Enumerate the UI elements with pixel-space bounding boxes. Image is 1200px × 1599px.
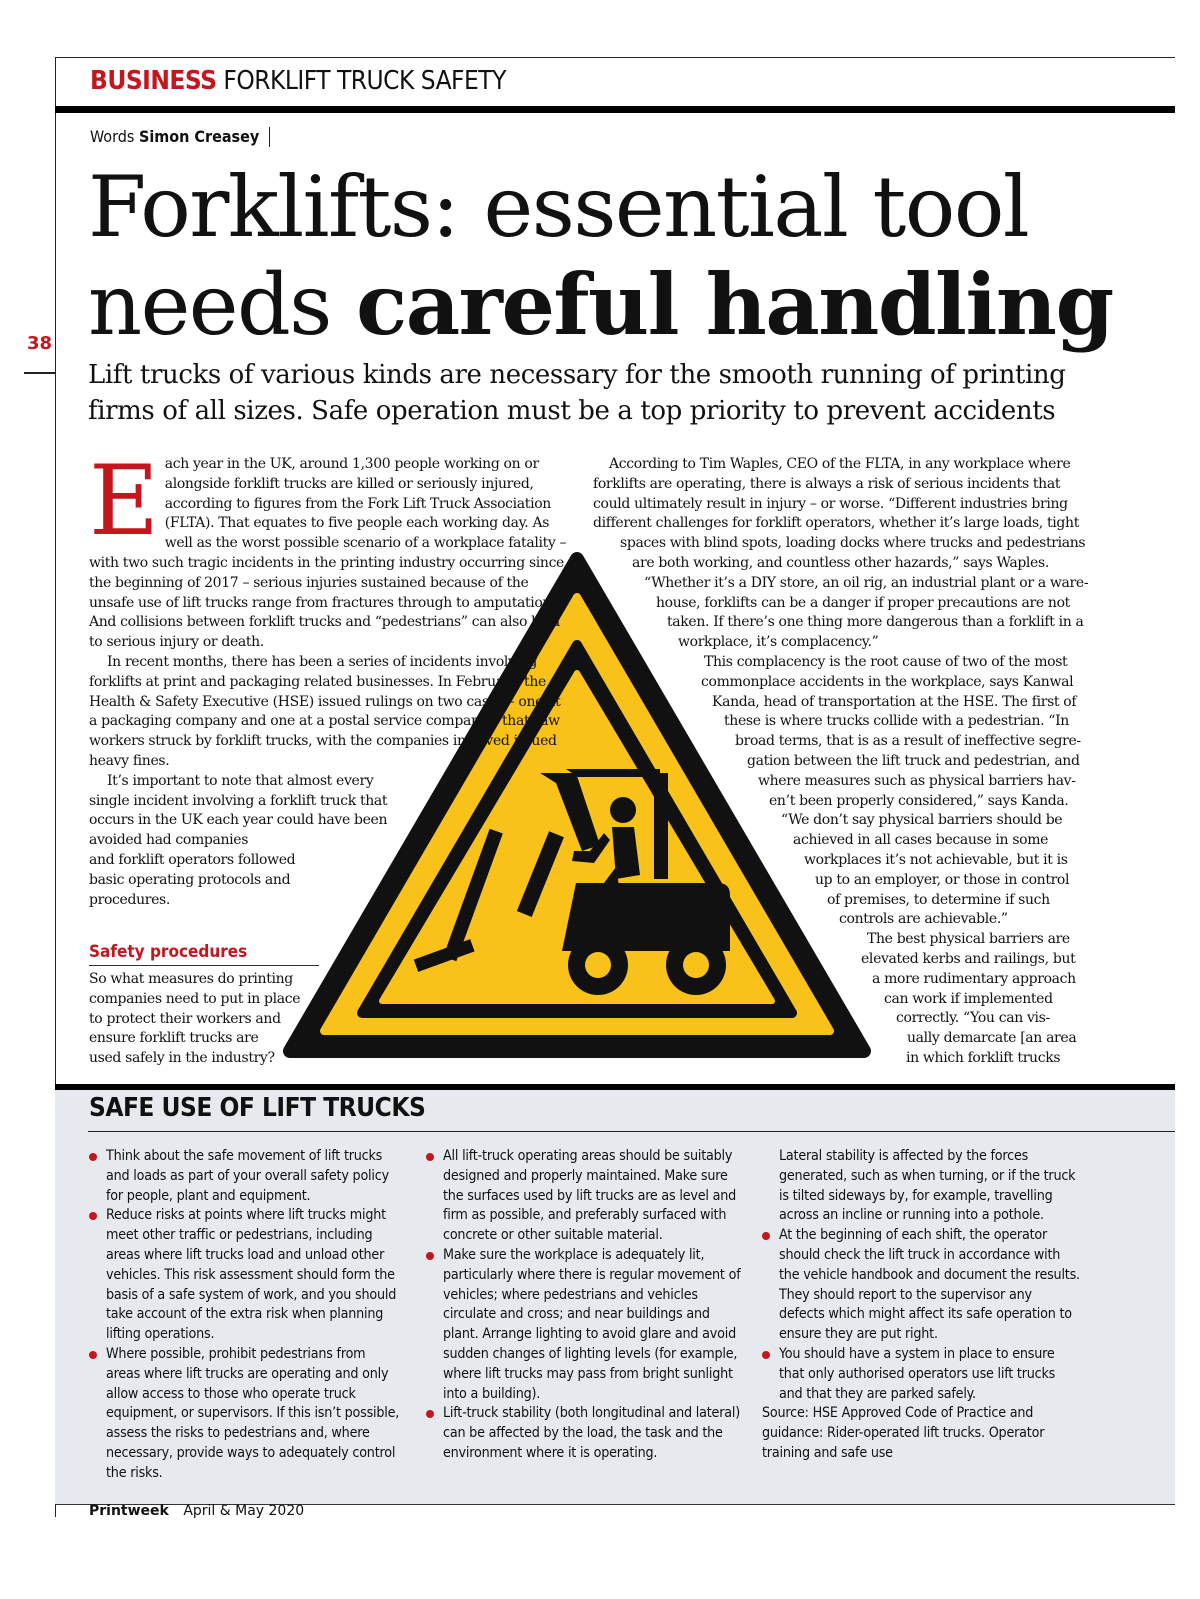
article-paragraph-4 — [89, 970, 329, 1069]
text-line: correctly. “You can vis- — [896, 1010, 1050, 1027]
list-item: At the beginning of each shift, the operator should check the lift truck in accordance with the vehicle handbook and document the results. They should report to the supervisor any defects which might affect its safe operation to ensure they are put right. — [762, 1226, 1080, 1345]
text-line: different challenges for forklift operators, whether it’s large loads, tight — [593, 515, 1079, 532]
headline — [88, 158, 1113, 354]
drop-cap: E — [89, 445, 159, 557]
header-thick-rule — [55, 106, 1175, 113]
byline-author: Simon Creasey — [138, 127, 260, 146]
publication-name: Printweek — [89, 1503, 169, 1519]
text-line: used safely in the industry? — [89, 1050, 275, 1067]
text-line: could ultimately result in injury – or worse. “Different industries bring — [593, 495, 1068, 512]
page-frame-top-rule — [55, 57, 1175, 58]
text-line: house, forklifts can be a danger if proper precautions are not — [656, 594, 1070, 611]
text-line: According to Tim Waples, CEO of the FLTA, in any workplace where — [609, 456, 1071, 472]
byline — [90, 127, 270, 147]
list-item: Lift-truck stability (both longitudinal and lateral) can be affected by the load, the task and the environment where it is operating. — [426, 1404, 744, 1463]
text-line: avoided had companies — [89, 832, 249, 849]
page-footer — [89, 1503, 304, 1519]
text-line: occurs in the UK each year could have been — [89, 812, 388, 829]
topic-label: FORKLIFT TRUCK SAFETY — [223, 66, 506, 96]
standfirst: Lift trucks of various kinds are necessary for the smooth running of printing firms of all sizes. Safe operation must be a top priority to prevent accidents — [88, 360, 1066, 426]
list-item: Reduce risks at points where lift trucks might meet other traffic or pedestrians, including areas where lift trucks load and unload other vehicles. This risk assessment should form the basis of a safe system of work, and you should take account of the extra risk when planning lifting operations. — [89, 1206, 401, 1345]
section-kicker — [90, 66, 506, 96]
text-line: elevated kerbs and railings, but — [861, 950, 1076, 967]
box-column-2 — [426, 1147, 744, 1464]
issue-date: April & May 2020 — [183, 1503, 305, 1519]
text-line: spaces with blind spots, loading docks where trucks and pedestrians — [620, 535, 1086, 552]
text-line: This complacency is the root cause of two of the most — [704, 653, 1068, 670]
text-line: broad terms, that is as a result of ineffective segre- — [735, 733, 1081, 750]
headline-line-2 — [88, 256, 1113, 354]
text-line: of premises, to determine if such — [827, 891, 1050, 908]
list-item: All lift-truck operating areas should be suitably designed and properly maintained. Make sure the surfaces used by lift trucks are as level and firm as possible, and preferably surfaced with concrete or other suitable material. — [426, 1147, 744, 1246]
article-column-2 — [593, 455, 1089, 1069]
text-line: where measures such as physical barriers hav- — [758, 772, 1076, 789]
page-number-tick — [24, 372, 56, 374]
text-line: commonplace accidents in the workplace, says Kanwal — [701, 673, 1074, 690]
box-title: SAFE USE OF LIFT TRUCKS — [89, 1093, 426, 1123]
text-line: basic operating protocols and — [89, 871, 291, 888]
text-line: are both working, and countless other hazards,” says Waples. — [632, 554, 1049, 571]
text-line: ually demarcate [an area — [907, 1030, 1077, 1047]
text-line: and forklift operators followed — [89, 851, 296, 868]
text-line: up to an employer, or those in control — [815, 871, 1070, 888]
subhead-safety-procedures: Safety procedures — [89, 942, 319, 966]
section-label: BUSINESS — [90, 66, 217, 96]
text-line: It’s important to note that almost every — [107, 772, 374, 789]
box-title-rule — [88, 1131, 1175, 1132]
list-item: Where possible, prohibit pedestrians from areas where lift trucks are operating and only allow access to those who operate truck equipment, or supervisors. If this isn’t possible, assess the risks to pedestrians and, where necessary, provide ways to adequately control the risks. — [89, 1345, 401, 1484]
text-line: controls are achievable.” — [839, 911, 1008, 928]
article-paragraph-1: ach year in the UK, around 1,300 people working on or alongside forklift trucks are killed or seriously injured, according to figures from the Fork Lift Truck Association (FLTA). That equates to five people each working day. As well as the worst possible scenario of a workplace fatality – with two such tragic incidents in the printing industry occurring since the beginning of 2017 – serious injuries sustained because of the unsafe use of lift trucks range from fractures through to amputations. And collisions between forklift trucks and “pedestrians” can also lead to serious injury or death. — [89, 456, 567, 651]
box-source: Source: HSE Approved Code of Practice and guidance: Rider-operated lift trucks. Operator training and safe use — [762, 1405, 1045, 1461]
byline-prefix: Words — [90, 127, 135, 146]
headline-line-2-regular: needs — [88, 256, 357, 354]
text-line: taken. If there’s one thing more dangerous than a forklift in a — [667, 614, 1084, 631]
text-line: these is where trucks collide with a pedestrian. “In — [724, 713, 1069, 730]
text-line: to protect their workers and — [89, 1010, 281, 1027]
headline-line-1: Forklifts: essential tool — [88, 158, 1029, 256]
text-line: “We don’t say physical barriers should be — [781, 812, 1063, 829]
text-line: en’t been properly considered,” says Kanda. — [769, 792, 1069, 809]
text-line: can work if implemented — [884, 990, 1053, 1007]
text-line: Kanda, head of transportation at the HSE. The first of — [712, 693, 1077, 710]
text-line: single incident involving a forklift truck that — [89, 792, 388, 809]
text-line: forklifts are operating, there is always a risk of serious incidents that — [593, 475, 1061, 492]
text-line: “Whether it’s a DIY store, an oil rig, an industrial plant or a ware- — [644, 574, 1089, 591]
text-line: a more rudimentary approach — [872, 970, 1076, 987]
text-line: workplace, it’s complacency.” — [678, 634, 879, 651]
text-line: workplaces it’s not achievable, but it is — [804, 851, 1068, 868]
list-item: Make sure the workplace is adequately lit, particularly where there is regular movement of vehicles; where pedestrians and vehicles circulate and cross; and near buildings and plant. Arrange lighting to avoid glare and avoid sudden changes of lighting levels (for example, where lift trucks may pass from bright sunlight into a building). — [426, 1246, 744, 1404]
page-number: 38 — [27, 333, 53, 354]
text-line: in which forklift trucks — [906, 1049, 1061, 1066]
article-column-1 — [89, 445, 571, 910]
text-line: ensure forklift trucks are — [89, 1030, 259, 1047]
list-item: Think about the safe movement of lift trucks and loads as part of your overall safety policy for people, plant and equipment. — [89, 1147, 401, 1206]
list-item-continuation: Lateral stability is affected by the forces generated, such as when turning, or if the truck is tilted sideways by, for example, travelling across an incline or running into a pothole. — [779, 1148, 1076, 1224]
article-paragraph-3 — [89, 772, 571, 911]
text-line: procedures. — [89, 891, 170, 908]
article-paragraph-2: In recent months, there has been a series of incidents involving forklifts at print and packaging related businesses. In February, the Health & Safety Executive (HSE) issued rulings on two cases – one at a packaging company and one at a postal service company – that saw workers struck by forklift trucks, with the companies involved issued heavy fines. — [89, 653, 561, 769]
text-line: companies need to put in place — [89, 990, 301, 1007]
text-line: So what measures do printing — [89, 971, 293, 987]
text-line: The best physical barriers are — [867, 931, 1070, 948]
box-column-3 — [762, 1147, 1080, 1464]
text-line: achieved in all cases because in some — [793, 832, 1049, 849]
box-column-1 — [89, 1147, 401, 1484]
text-line: gation between the lift truck and pedestrian, and — [747, 752, 1080, 769]
list-item: You should have a system in place to ensure that only authorised operators use lift trucks and that they are parked safely. — [762, 1345, 1080, 1404]
headline-line-2-bold: careful handling — [356, 255, 1113, 354]
